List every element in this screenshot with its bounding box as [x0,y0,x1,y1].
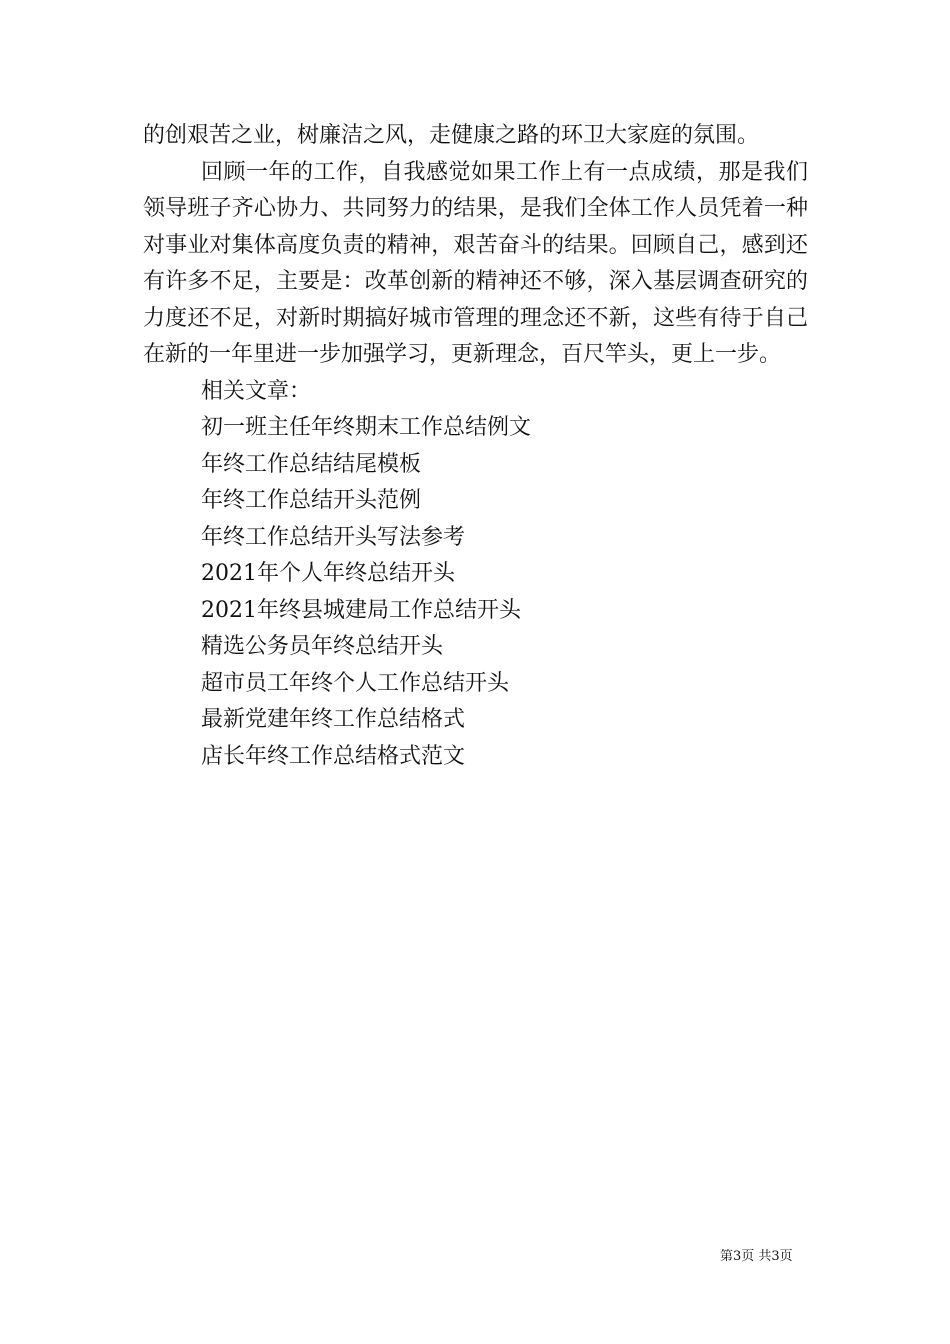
paragraph-continuation: 的创艰苦之业，树廉洁之风，走健康之路的环卫大家庭的氛围。 [143,123,760,148]
related-article-link[interactable]: 年终工作总结结尾模板 [201,451,422,477]
document-body [143,118,808,775]
related-articles-list [143,410,808,775]
related-article-link[interactable]: 年终工作总结开头范例 [201,488,422,513]
related-article-link[interactable]: 年终工作总结开头写法参考 [201,524,466,550]
related-article-link[interactable]: 店长年终工作总结格式范文 [201,743,466,769]
related-article-link[interactable]: 超市员工年终个人工作总结开头 [201,670,510,696]
related-article-link[interactable]: 最新党建年终工作总结格式 [201,707,466,732]
related-article-link[interactable]: 2021年个人年终总结开头 [201,561,455,586]
related-article-link[interactable]: 精选公务员年终总结开头 [201,634,444,659]
related-article-link[interactable]: 初一班主任年终期末工作总结例文 [201,415,532,440]
related-articles-heading: 相关文章： [201,378,312,404]
paragraph-review: 回顾一年的工作，自我感觉如果工作上有一点成绩，那是我们领导班子齐心协力、共同努力的结果，是我们全体工作人员凭着一种对事业对集体高度负责的精神，艰苦奋斗的结果。回顾自己，感到还有许多不足，主要是：改革创新的精神还不够，深入基层调查研究的力度还不足，对新时期搞好城市管理的理念还不新，这些有待于自己在新的一年里进一步加强学习，更新理念，百尺竿头，更上一步。 [143,159,808,367]
related-article-link[interactable]: 2021年终县城建局工作总结开头 [201,597,521,623]
page-number-footer: 第3页 共3页 [720,1249,793,1264]
